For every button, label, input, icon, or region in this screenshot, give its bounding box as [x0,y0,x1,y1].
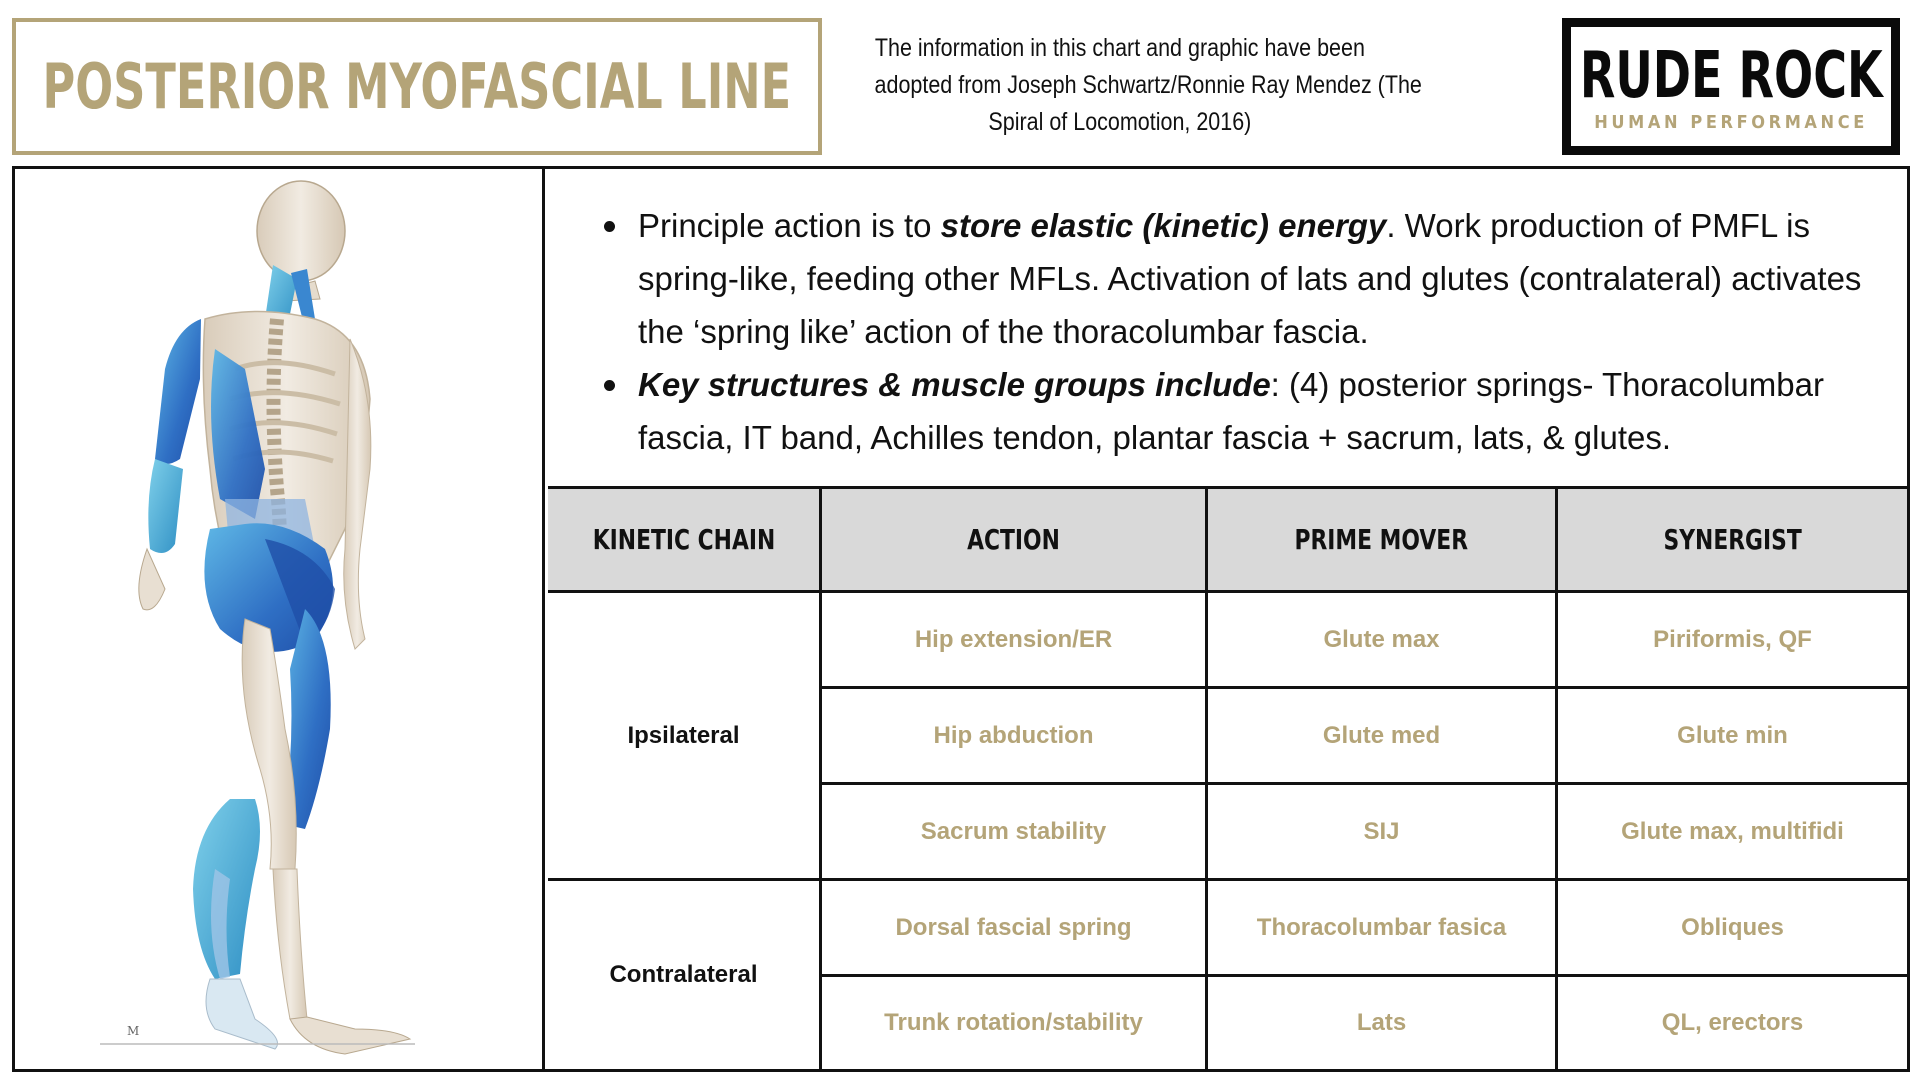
page-title: POSTERIOR MYOFASCIAL LINE [42,50,792,123]
header-action [822,489,1208,593]
header-synergist-label: SYNERGIST [1663,523,1802,556]
cell-prime-mover: Glute med [1208,689,1558,785]
cell-synergist: Glute max, multifidi [1558,785,1907,881]
title-box [12,18,822,155]
cell-action: Sacrum stability [822,785,1208,881]
note-item-key-structures [604,358,1887,464]
note-2-emphasis: Key structures & muscle groups include [638,366,1271,403]
cell-action: Dorsal fascial spring [822,881,1208,977]
cell-prime-mover: Glute max [1208,593,1558,689]
anatomy-figure-panel [15,169,545,1069]
logo-sub-text: HUMAN PERFORMANCE [1594,112,1868,133]
cell-action: Trunk rotation/stability [822,977,1208,1069]
note-2-after: : (4) posterior springs- Thoracolumbar fascia, IT band, Achilles tendon, plantar fascia + sacrum, lats, & glutes. [638,366,1824,456]
header-kinetic-chain-label: KINETIC CHAIN [592,523,775,556]
note-1-emphasis: store elastic (kinetic) energy [940,207,1387,244]
cell-synergist: QL, erectors [1558,977,1907,1069]
header-synergist [1558,489,1907,593]
anatomy-figure-illustration [15,169,542,1069]
header-prime-mover-label: PRIME MOVER [1294,523,1469,556]
kinetic-chain-table [548,489,1907,1069]
notes-panel [548,169,1907,489]
group-contralateral: Contralateral [548,881,822,1069]
credit-line-2: adopted from Joseph Schwartz/Ronnie Ray Mendez (The [874,71,1422,99]
cell-prime-mover: Lats [1208,977,1558,1069]
artist-signature: M [127,1024,140,1038]
cell-action: Hip abduction [822,689,1208,785]
credit-line-1: The information in this chart and graphic have been [874,34,1366,62]
cell-synergist: Piriformis, QF [1558,593,1907,689]
header-kinetic-chain [548,489,822,593]
notes-list [604,199,1887,464]
header-prime-mover [1208,489,1558,593]
note-1-before: Principle action is to [638,207,941,244]
cell-synergist: Glute min [1558,689,1907,785]
content-frame [12,166,1910,1072]
cell-prime-mover: SIJ [1208,785,1558,881]
note-item-principle-action [604,199,1887,358]
cell-action: Hip extension/ER [822,593,1208,689]
logo-main-text: RUDE ROCK [1579,39,1883,113]
rude-rock-logo [1562,18,1900,155]
credit-line-3: Spiral of Locomotion, 2016) [988,108,1252,136]
cell-prime-mover: Thoracolumbar fasica [1208,881,1558,977]
cell-synergist: Obliques [1558,881,1907,977]
note-1-after: . Work production of PMFL is spring-like, feeding other MFLs. Activation of lats and glutes (contralateral) activates the ‘spring like’ action of the thoracolumbar fascia. [638,207,1862,350]
header-action-label: ACTION [967,523,1060,556]
group-ipsilateral: Ipsilateral [548,593,822,881]
source-credit [830,30,1422,141]
